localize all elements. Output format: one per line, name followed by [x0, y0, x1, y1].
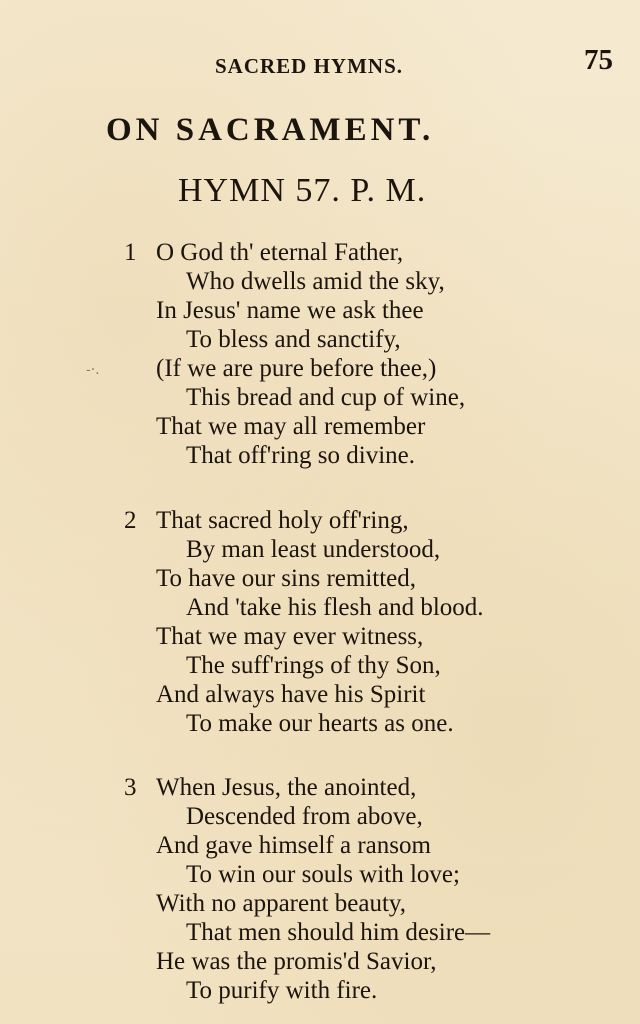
margin-mark: -·.	[86, 362, 100, 378]
verse-line: And always have his Spirit	[156, 681, 426, 708]
verse-line: The suff'rings of thy Son,	[186, 652, 441, 679]
verse-line: In Jesus' name we ask thee	[156, 297, 424, 324]
verse-line: And gave himself a ransom	[156, 832, 431, 859]
verse-line: And 'take his flesh and blood.	[186, 594, 484, 621]
verse-line: When Jesus, the anointed,	[156, 774, 417, 801]
section-title: ON SACRAMENT.	[106, 112, 435, 148]
verse-line: To bless and sanctify,	[186, 326, 401, 353]
verse-line: This bread and cup of wine,	[186, 384, 466, 411]
verse-line: (If we are pure before thee,)	[156, 355, 437, 382]
verse-line: That men should him desire—	[186, 919, 491, 946]
running-head: SACRED HYMNS.	[215, 54, 404, 78]
verse-line: That we may all remember	[156, 413, 426, 440]
hymn-title: HYMN 57. P. M.	[178, 172, 427, 209]
verse-line: By man least understood,	[186, 536, 441, 563]
verse-line: O God th' eternal Father,	[156, 239, 404, 266]
verse-line: That off'ring so divine.	[186, 442, 416, 469]
verse-line: He was the promis'd Savior,	[156, 948, 437, 975]
page-number: 75	[584, 44, 613, 76]
verse-line: That we may ever witness,	[156, 623, 424, 650]
verse-line: Descended from above,	[186, 803, 423, 830]
verse-line: With no apparent beauty,	[156, 890, 407, 917]
verse-line: To make our hearts as one.	[186, 710, 454, 737]
verse-number: 1	[124, 239, 137, 266]
verse-line: To win our souls with love;	[186, 861, 460, 888]
verse-line: That sacred holy off'ring,	[156, 507, 409, 534]
verse-line: Who dwells amid the sky,	[186, 268, 445, 295]
verse-number: 3	[124, 774, 137, 801]
verse-line: To have our sins remitted,	[156, 565, 416, 592]
verse-line: To purify with fire.	[186, 977, 378, 1004]
verse-number: 2	[124, 507, 137, 534]
